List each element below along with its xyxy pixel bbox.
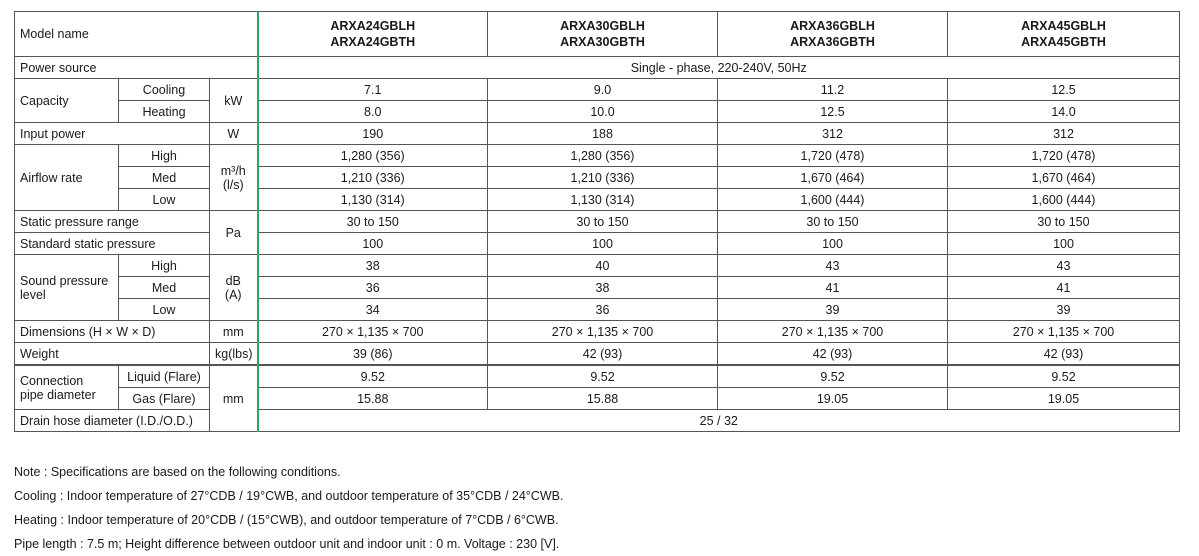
- row-label: Capacity: [15, 79, 119, 123]
- table-cell: 25 / 32: [258, 410, 1180, 432]
- table-cell: Single - phase, 220-240V, 50Hz: [258, 57, 1180, 79]
- table-cell: 38: [258, 255, 488, 277]
- table-cell: 312: [948, 123, 1180, 145]
- table-cell: 42 (93): [948, 343, 1180, 366]
- table-cell: 1,600 (444): [948, 189, 1180, 211]
- airflow-high-row: [15, 145, 1180, 167]
- sub-label: Med: [119, 167, 210, 189]
- capacity-heating-row: [15, 101, 1180, 123]
- input-power-row: [15, 123, 1180, 145]
- table-cell: 9.52: [948, 365, 1180, 388]
- sound-med-row: [15, 277, 1180, 299]
- model-name-row: [15, 12, 1180, 57]
- sub-label: Low: [119, 299, 210, 321]
- model-header: ARXA30GBLH ARXA30GBTH: [488, 12, 718, 57]
- table-cell: 9.52: [718, 365, 948, 388]
- unit-cell: Pa: [210, 211, 258, 255]
- table-cell: 36: [488, 299, 718, 321]
- sub-label: Low: [119, 189, 210, 211]
- specification-table: [14, 11, 1180, 432]
- weight-row: [15, 343, 1180, 366]
- pipe-liquid-row: [15, 365, 1180, 388]
- sub-label: Heating: [119, 101, 210, 123]
- model-header: ARXA24GBLH ARXA24GBTH: [258, 12, 488, 57]
- table-cell: 19.05: [948, 388, 1180, 410]
- row-label: Weight: [15, 343, 210, 366]
- table-cell: 15.88: [258, 388, 488, 410]
- pipe-gas-row: [15, 388, 1180, 410]
- table-cell: 1,210 (336): [258, 167, 488, 189]
- table-cell: 43: [718, 255, 948, 277]
- unit-cell: dB (A): [210, 255, 258, 321]
- table-cell: 14.0: [948, 101, 1180, 123]
- table-cell: 41: [718, 277, 948, 299]
- row-label: Static pressure range: [15, 211, 210, 233]
- drain-hose-row: [15, 410, 1180, 432]
- power-source-row: [15, 57, 1180, 79]
- row-label: Input power: [15, 123, 210, 145]
- table-cell: 270 × 1,135 × 700: [488, 321, 718, 343]
- sound-low-row: [15, 299, 1180, 321]
- table-cell: 270 × 1,135 × 700: [948, 321, 1180, 343]
- table-cell: 7.1: [258, 79, 488, 101]
- standard-static-pressure-row: [15, 233, 1180, 255]
- table-cell: 38: [488, 277, 718, 299]
- table-cell: 9.52: [488, 365, 718, 388]
- unit-cell: kW: [210, 79, 258, 123]
- model-name-label: Model name: [15, 12, 258, 57]
- row-label: Power source: [15, 57, 258, 79]
- table-cell: 1,720 (478): [718, 145, 948, 167]
- table-cell: 10.0: [488, 101, 718, 123]
- table-cell: 39: [718, 299, 948, 321]
- table-cell: 8.0: [258, 101, 488, 123]
- table-cell: 100: [948, 233, 1180, 255]
- table-cell: 9.52: [258, 365, 488, 388]
- table-cell: 1,600 (444): [718, 189, 948, 211]
- row-label: Connection pipe diameter: [15, 365, 119, 410]
- unit-cell: W: [210, 123, 258, 145]
- table-cell: 1,130 (314): [488, 189, 718, 211]
- table-cell: 11.2: [718, 79, 948, 101]
- table-cell: 36: [258, 277, 488, 299]
- sound-high-row: [15, 255, 1180, 277]
- table-cell: 190: [258, 123, 488, 145]
- row-label: Dimensions (H × W × D): [15, 321, 210, 343]
- table-cell: 12.5: [948, 79, 1180, 101]
- table-cell: 39: [948, 299, 1180, 321]
- airflow-med-row: [15, 167, 1180, 189]
- table-cell: 30 to 150: [948, 211, 1180, 233]
- dimensions-row: [15, 321, 1180, 343]
- table-cell: 270 × 1,135 × 700: [258, 321, 488, 343]
- unit-cell: kg(lbs): [210, 343, 258, 366]
- note-line: Heating : Indoor temperature of 20°CDB / (15°CWB), and outdoor temperature of 7°CDB / 6°CWB.: [14, 513, 559, 527]
- model-header: ARXA45GBLH ARXA45GBTH: [948, 12, 1180, 57]
- table-cell: 1,670 (464): [948, 167, 1180, 189]
- table-cell: 12.5: [718, 101, 948, 123]
- table-cell: 39 (86): [258, 343, 488, 366]
- sub-label: High: [119, 145, 210, 167]
- table-cell: 100: [718, 233, 948, 255]
- static-pressure-range-row: [15, 211, 1180, 233]
- sub-label: Gas (Flare): [119, 388, 210, 410]
- note-line: Pipe length : 7.5 m; Height difference between outdoor unit and indoor unit : 0 m. Voltage : 230 [V].: [14, 537, 560, 551]
- row-label: Drain hose diameter (I.D./O.D.): [15, 410, 210, 432]
- table-cell: 15.88: [488, 388, 718, 410]
- table-cell: 1,280 (356): [258, 145, 488, 167]
- table-cell: 30 to 150: [488, 211, 718, 233]
- table-cell: 1,720 (478): [948, 145, 1180, 167]
- table-cell: 100: [488, 233, 718, 255]
- capacity-cooling-row: [15, 79, 1180, 101]
- table-cell: 30 to 150: [258, 211, 488, 233]
- row-label: Sound pressure level: [15, 255, 119, 321]
- table-cell: 42 (93): [718, 343, 948, 366]
- unit-cell: m³/h (l/s): [210, 145, 258, 211]
- table-cell: 40: [488, 255, 718, 277]
- table-cell: 270 × 1,135 × 700: [718, 321, 948, 343]
- table-cell: 19.05: [718, 388, 948, 410]
- table-cell: 41: [948, 277, 1180, 299]
- note-line: Cooling : Indoor temperature of 27°CDB / 19°CWB, and outdoor temperature of 35°CDB / 24°CWB.: [14, 489, 564, 503]
- notes-section: [14, 460, 563, 556]
- model-header: ARXA36GBLH ARXA36GBTH: [718, 12, 948, 57]
- table-cell: 100: [258, 233, 488, 255]
- unit-cell: mm: [210, 365, 258, 432]
- airflow-low-row: [15, 189, 1180, 211]
- table-cell: 1,210 (336): [488, 167, 718, 189]
- table-cell: 312: [718, 123, 948, 145]
- sub-label: Liquid (Flare): [119, 365, 210, 388]
- table-cell: 30 to 150: [718, 211, 948, 233]
- table-cell: 1,280 (356): [488, 145, 718, 167]
- row-label: Standard static pressure: [15, 233, 210, 255]
- table-cell: 9.0: [488, 79, 718, 101]
- unit-cell: mm: [210, 321, 258, 343]
- table-cell: 1,670 (464): [718, 167, 948, 189]
- row-label: Airflow rate: [15, 145, 119, 211]
- table-cell: 188: [488, 123, 718, 145]
- table-cell: 43: [948, 255, 1180, 277]
- sub-label: Med: [119, 277, 210, 299]
- table-cell: 42 (93): [488, 343, 718, 366]
- sub-label: High: [119, 255, 210, 277]
- table-cell: 1,130 (314): [258, 189, 488, 211]
- sub-label: Cooling: [119, 79, 210, 101]
- note-line: Note : Specifications are based on the following conditions.: [14, 465, 341, 479]
- table-cell: 34: [258, 299, 488, 321]
